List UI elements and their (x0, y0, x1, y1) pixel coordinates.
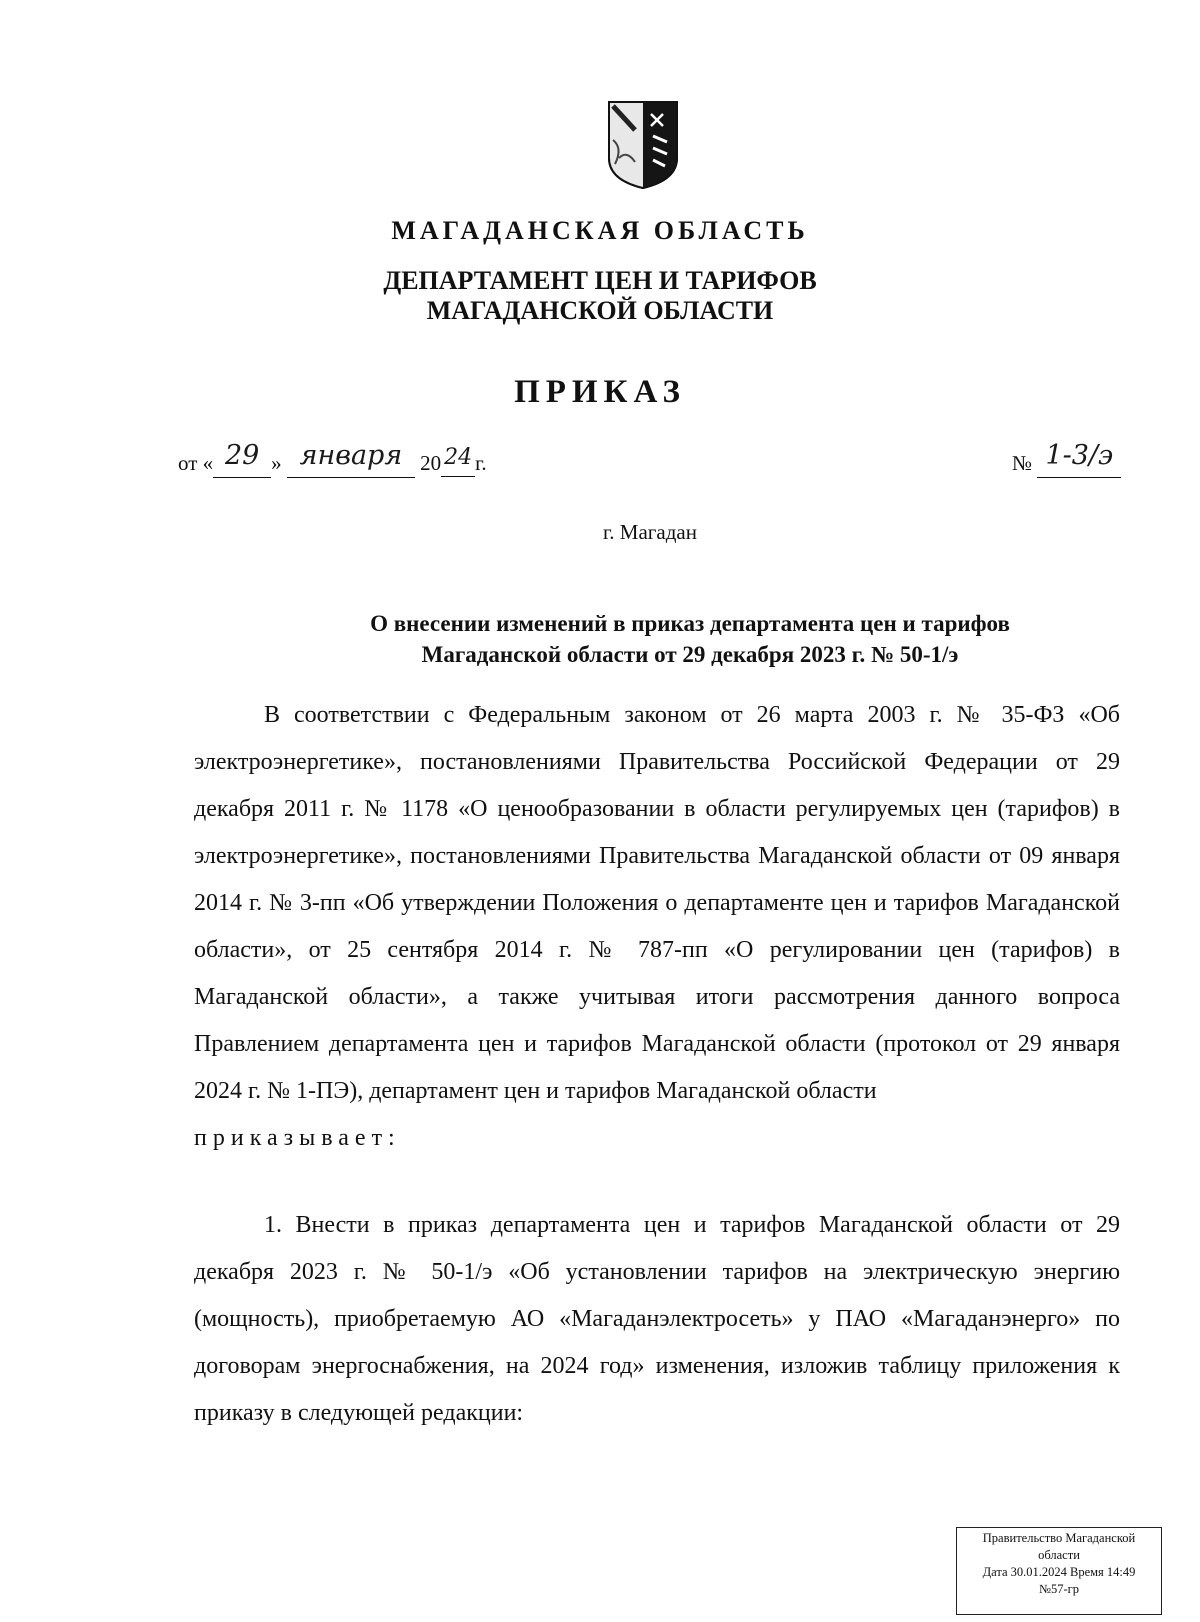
department-title-line2: МАГАДАНСКОЙ ОБЛАСТИ (426, 296, 774, 325)
preamble-paragraph (194, 692, 1120, 1162)
order-subject-line2: Магаданской области от 29 декабря 2023 г. № 50-1/э (421, 642, 959, 667)
date-year-field (441, 445, 475, 477)
order-number (1012, 440, 1121, 478)
document-type-title: ПРИКАЗ (514, 374, 686, 410)
order-subject-line1: О внесении изменений в приказ департамента цен и тарифов (370, 611, 1010, 636)
date-day-field (213, 440, 271, 478)
order-number-label: № (1012, 451, 1033, 475)
city-name: г. Магадан (603, 520, 697, 544)
date-month: января (299, 440, 403, 471)
registration-stamp (956, 1527, 1162, 1615)
preamble-text: В соответствии с Федеральным законом от 26 марта 2003 г. № 35-ФЗ «Об электроэнергетике», постановлениями Правительства Российской Федерации от 29 декабря 2011 г. № 1178 «О ценообразовании в области регулируемых цен (тарифов) в электроэнергетике», постановлениями Правительства Магаданской области от 09 января 2014 г. № 3-пп «Об утверждении Положения о департаменте цен и тарифов Магаданской области», от 25 сентября 2014 г. № 787-пп «О регулировании цен (тарифов) в Магаданской области», а также учитывая итоги рассмотрения данного вопроса Правлением департамента цен и тарифов Магаданской области (протокол от 29 января 2024 г. № 1-ПЭ), департамент цен и тарифов Магаданской области (194, 702, 1120, 1104)
stamp-line-3: Дата 30.01.2024 Время 14:49 (982, 1565, 1136, 1579)
date-prefix: от « (178, 451, 214, 475)
orders-keyword: приказывает: (194, 1125, 401, 1151)
stamp-line-4: №57-гр (1039, 1582, 1079, 1596)
order-date (178, 440, 487, 478)
order-number-value: 1-3/э (1045, 440, 1114, 471)
date-mid: » (271, 451, 282, 475)
stamp-line-2: области (1038, 1548, 1080, 1562)
date-suffix: г. (475, 451, 487, 475)
department-title (0, 266, 1200, 326)
order-number-field (1037, 440, 1121, 478)
order-subject (300, 608, 1080, 670)
date-day: 29 (224, 440, 260, 471)
date-year-suffix: 24 (444, 445, 473, 470)
date-month-field (287, 440, 415, 478)
item-1-paragraph (194, 1202, 1120, 1437)
stamp-line-1: Правительство Магаданской (982, 1531, 1136, 1545)
item-1-text: 1. Внести в приказ департамента цен и тарифов Магаданской области от 29 декабря 2023 г. № 50-1/э «Об установлении тарифов на электрическую энергию (мощность), приобретаемую АО «Магаданэлектросеть» у ПАО «Магаданэнерго» по договорам энергоснабжения, на 2024 год» изменения, изложив таблицу приложения к приказу в следующей редакции: (194, 1212, 1120, 1426)
date-year-prefix: 20 (420, 451, 442, 475)
region-title: МАГАДАНСКАЯ ОБЛАСТЬ (391, 216, 809, 245)
coat-of-arms-icon (605, 100, 681, 190)
department-title-line1: ДЕПАРТАМЕНТ ЦЕН И ТАРИФОВ (383, 266, 817, 295)
